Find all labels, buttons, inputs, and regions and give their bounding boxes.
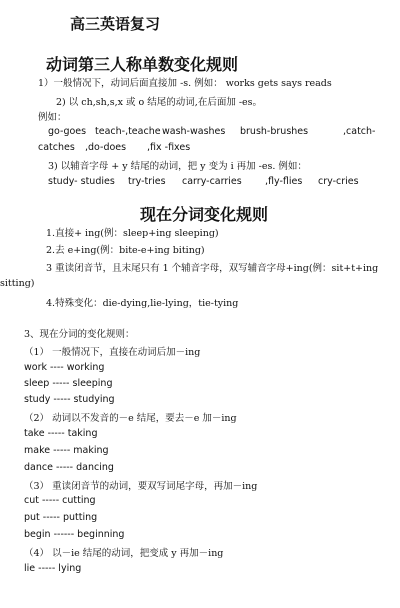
- section1-heading: 动词第三人称单数变化规则: [46, 55, 239, 74]
- example-item: ,fix -fixes: [147, 142, 191, 153]
- section1-rule1: 1）一般情况下，动词后面直接加 -s. 例如： works gets says reads: [38, 78, 332, 89]
- page-title: 高三英语复习: [70, 15, 161, 33]
- section3-example: cut ----- cutting: [24, 495, 96, 506]
- example-item: catches: [38, 142, 75, 153]
- section1-example-label: 例如：: [38, 112, 67, 123]
- section2-rule4: 4.特殊变化：die-dying,lie-lying，tie-tying: [46, 298, 239, 309]
- example-item: try-tries: [128, 176, 166, 187]
- example-item: carry-carries: [182, 176, 242, 187]
- example-item: study- studies: [48, 176, 115, 187]
- section1-rule2: 2) 以 ch,sh,s,x 或 o 结尾的动词,在后面加 -es。: [56, 97, 263, 108]
- section3-example: study ----- studying: [24, 394, 115, 405]
- section3-example: make ----- making: [24, 445, 109, 456]
- section3-example: lie ----- lying: [24, 563, 82, 574]
- section2-rule3b: sitting): [0, 278, 35, 289]
- section3-p1: （1） 一般情况下，直接在动词后加－ing: [24, 347, 201, 358]
- section2-heading: 现在分词变化规则: [140, 205, 269, 224]
- section3-p3: （3） 重读闭音节的动词，要双写词尾字母，再加－ing: [24, 481, 258, 492]
- section3-p4: （4） 以－ie 结尾的动词，把变成 y 再加－ing: [24, 548, 224, 559]
- section3-heading: 3、现在分词的变化规则：: [24, 329, 135, 340]
- section3-example: sleep ----- sleeping: [24, 378, 113, 389]
- section1-rule3: 3) 以辅音字母 + y 结尾的动词，把 y 变为 i 再加 -es. 例如：: [48, 161, 307, 172]
- examples-row-b: [0, 142, 400, 156]
- section3-example: put ----- putting: [24, 512, 98, 523]
- example-item: ,do-does: [85, 142, 127, 153]
- section2-rule2: 2.去 e+ing(例：bite-e+ing biting): [46, 245, 205, 256]
- example-item: ,catch-: [343, 126, 376, 137]
- section3-example: take ----- taking: [24, 428, 98, 439]
- example-item: go-goes: [48, 126, 87, 137]
- section3-example: work ---- working: [24, 362, 105, 373]
- section2-rule3a: 3 重读闭音节，且末尾只有 1 个辅音字母，双写辅音字母+ing(例：sit+t+ing: [46, 263, 379, 274]
- example-item: teach-,teache: [95, 126, 161, 137]
- example-item: cry-cries: [318, 176, 359, 187]
- example-item: brush-brushes: [240, 126, 309, 137]
- examples-row-c: [0, 176, 400, 190]
- section3-example: dance ----- dancing: [24, 462, 114, 473]
- example-item: wash-washes: [162, 126, 226, 137]
- examples-row-a: [0, 126, 400, 140]
- section2-rule1: 1.直接+ ing(例：sleep+ing sleeping): [46, 228, 219, 239]
- example-item: ,fly-flies: [265, 176, 303, 187]
- section3-example: begin ------ beginning: [24, 529, 125, 540]
- section3-p2: （2） 动词以不发音的－e 结尾，要去－e 加－ing: [24, 413, 237, 424]
